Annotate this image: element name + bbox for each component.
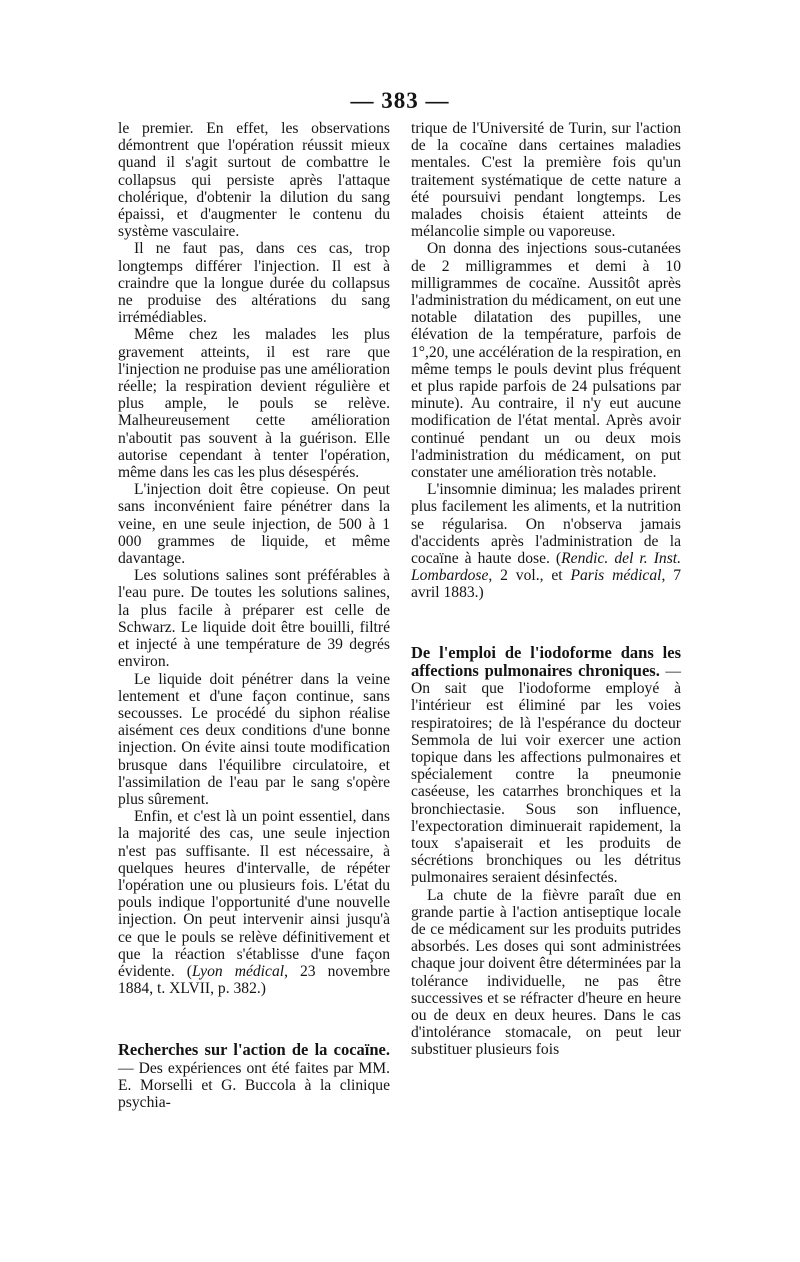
citation-end: , 7 avril 1883.): [411, 567, 681, 602]
section-intro: — Des expériences ont été faites par MM. E. Morselli et G. Buccola à la clinique psychia-: [118, 1059, 390, 1111]
page-number: — 383 —: [350, 88, 450, 113]
section-heading: De l'emploi de l'iodoforme dans les affections pulmonaires chroniques.: [411, 642, 681, 680]
paragraph: Il ne faut pas, dans ces cas, trop longtemps différer l'injection. Il est à craindre que la longue durée du collapsus ne produise des altérations du sang irrémédiables.: [118, 240, 390, 327]
paragraph: le premier. En effet, les observations démontrent que l'opération réussit mieux quand il s'agit surtout de combattre le collapsus qui persiste après l'attaque cholérique, d'obtenir la dilution du sang épaissi, et d'augmenter le contenu du système vasculaire.: [118, 120, 390, 241]
paragraph: On donna des injections sous-cutanées de 2 milligrammes et demi à 10 milligrammes de cocaïne. Aussitôt après l'administration du médicament, on eut une notable dilatation des pupilles, une élévation de la température, parfois de 1°,20, une accélération de la respiration, en même temps le pouls devint plus fréquent et plus rapide parfois de 24 pulsations par minute). Au contraire, il n'y eut aucune modification de l'état mental. Après avoir continué pendant un ou deux mois l'administration du médicament, on put constater une amélioration très notable.: [411, 240, 681, 482]
paragraph-with-citation: [411, 481, 681, 601]
paragraph: L'injection doit être copieuse. On peut sans inconvénient faire pénétrer dans la veine, en une seule injection, de 500 à 1 000 grammes de liquide, et même davantage.: [118, 481, 390, 568]
paragraph: Les solutions salines sont préférables à l'eau pure. De toutes les solutions salines, la plus facile à préparer est celle de Schwarz. Le liquide doit être bouilli, filtré et injecté à une température de 39 degrés environ.: [118, 567, 390, 671]
paragraph: trique de l'Université de Turin, sur l'action de la cocaïne dans certaines maladies mentales. C'est la première fois qu'un traitement systématique de cette nature a été poursuivi pendant longtemps. Les malades choisis étaient atteints de mélancolie simple ou vaporeuse.: [411, 120, 681, 241]
section-heading: Recherches sur l'action de la cocaïne.: [118, 1040, 390, 1060]
citation-journal: Rendic. del r. Inst. Lombardose: [411, 550, 681, 585]
paragraph: Le liquide doit pénétrer dans la veine lentement et d'une façon continue, sans secousses. Le procédé du siphon réalise aisément ces deux conditions d'une bonne injection. On évite ainsi toute modification brusque dans l'équilibre circulatoire, et l'assimilation de l'eau par le sang s'opère plus sûrement.: [118, 670, 390, 808]
citation-rest: , 23 novembre 1884, t. XLVII, p. 382.): [118, 962, 390, 998]
citation-journal: Paris médical: [570, 567, 662, 585]
left-column: [118, 120, 390, 1111]
citation-prefix: (: [186, 962, 192, 980]
section-intro: — On sait que l'iodoforme employé à l'intérieur est éliminé par les voies respiratoires; de là l'espérance du docteur Semmola de lui voir exercer une action topique dans les affections pulmonaires et spécialement contre la pneumonie caséeuse, les catarrhes bronchiques et la bronchiectasie. Sous son influence, l'expectoration diminuerait rapidement, la toux s'apaiserait et les produits de sécrétions bronchiques ou les détritus pulmonaires seraient désinfectés.: [411, 662, 681, 887]
paragraph-text: Enfin, et c'est là un point essentiel, dans la majorité des cas, une seule injection n'est pas suffisante. Il est nécessaire, à quelques heures d'intervalle, de répéter l'opération une ou plusieurs fois. L'état du pouls indique l'opportunité d'une nouvelle injection. On peut intervenir ainsi jusqu'à ce que le pouls se relève définitivement et que la réaction s'établisse d'une façon évidente.: [118, 808, 390, 980]
paragraph-text: L'insomnie diminua; les malades prirent plus facilement les aliments, et la nutrition se régularisa. On n'observa jamais d'accidents après l'administration de la cocaïne à haute dose. (: [411, 481, 681, 568]
right-column: [411, 120, 681, 1059]
citation-mid: , 2 vol., et: [488, 567, 571, 585]
paragraph-with-citation: [118, 808, 390, 997]
citation-journal: Lyon médical: [191, 962, 285, 980]
paragraph: Même chez les malades les plus gravement atteints, il est rare que l'injection ne produise pas une amélioration réelle; la respiration devient régulière et plus ample, le pouls se relève. Malheureusement cette amélioration n'aboutit pas souvent à la guérison. Elle autorise cependant à tenter l'opération, même dans les cas les plus désespérés.: [118, 326, 390, 482]
paragraph: La chute de la fièvre paraît due en grande partie à l'action antiseptique locale de ce médicament sur les produits putrides absorbés. Les doses qui sont administrées chaque jour doivent être déterminées par la tolérance individuelle, ne pas être successives et se réfracter d'heure en heure ou de deux en deux heures. Dans le cas d'intolérance stomacale, on peut leur substituer plusieurs fois: [411, 886, 681, 1059]
